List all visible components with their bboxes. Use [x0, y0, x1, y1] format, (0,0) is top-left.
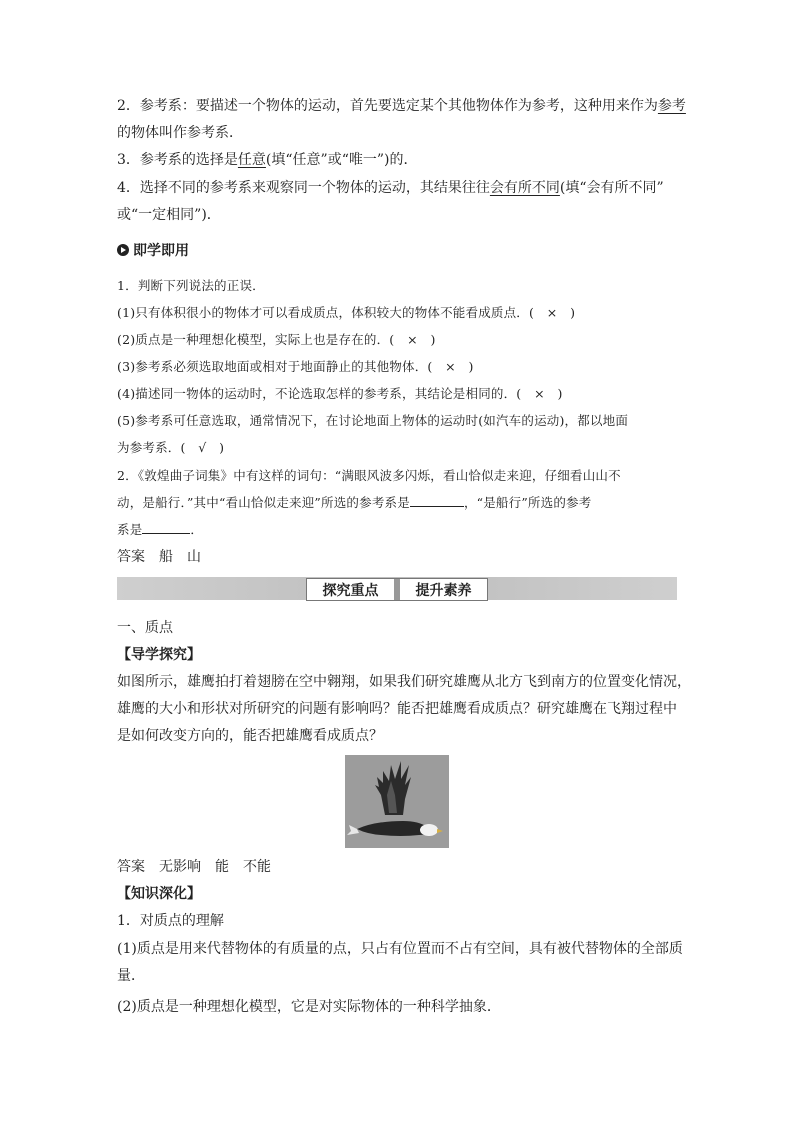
statement-5-line-1: (5)参考系可任意选取，通常情况下，在讨论地面上物体的运动时(如汽车的运动)，都以地面	[117, 413, 629, 428]
question-2-line-3: 系是 ．	[117, 522, 204, 537]
statement-2: (2)质点是一种理想化模型，实际上也是存在的．( × )	[117, 332, 436, 347]
eagle-image	[345, 755, 449, 848]
knowledge-item-1: 1．对质点的理解	[117, 913, 224, 929]
statement-5-line-2: 为参考系．( √ )	[117, 440, 225, 455]
item-2-line-1: 2．参考系：要描述一个物体的运动，首先要选定某个其他物体作为参考，这种用来作为参考	[117, 98, 686, 114]
knowledge-item-1a-line-2: 量．	[117, 968, 145, 984]
question-2-line-1: 2．《敦煌曲子词集》中有这样的词句：“满眼风波多闪烁，看山恰似走来迎，仔细看山山不	[117, 468, 621, 483]
guide-paragraph-line-3: 是如何改变方向的，能否把雄鹰看成质点？	[117, 728, 383, 744]
answer-underlined: 任意	[237, 152, 266, 168]
statement-3: (3)参考系必须选取地面或相对于地面静止的其他物体．( × )	[117, 359, 474, 374]
statement-4: (4)描述同一物体的运动时，不论选取怎样的参考系，其结论是相同的．( × )	[117, 386, 563, 401]
practice-header: 即学即用	[117, 242, 189, 260]
question-2-line-2: 动，是船行．”其中“看山恰似走来迎”所选的参考系是 ，“是船行”所选的参考	[117, 495, 592, 510]
knowledge-item-1a-line-1: (1)质点是用来代替物体的有质量的点，只占有位置而不占有空间，具有被代替物体的全部质	[117, 941, 683, 957]
guide-answer: 答案 无影响 能 不能	[117, 859, 271, 875]
item-4-line-1: 4．选择不同的参考系来观察同一个物体的运动，其结果往往会有所不同(填“会有所不同”	[117, 180, 664, 196]
item-3: 3．参考系的选择是任意(填“任意”或“唯一”)的．	[117, 152, 418, 168]
item-2-line-2: 的物体叫作参考系．	[117, 125, 243, 141]
fill-blank	[410, 494, 464, 507]
knowledge-item-1b: (2)质点是一种理想化模型，它是对实际物体的一种科学抽象．	[117, 999, 501, 1015]
fill-blank	[142, 521, 190, 534]
section-banner-title	[306, 578, 488, 601]
question-1: 1．判断下列说法的正误．	[117, 278, 265, 293]
practice-answer: 答案 船 山	[117, 549, 201, 565]
play-bullet-icon	[117, 244, 129, 256]
statement-1: (1)只有体积很小的物体才可以看成质点，体积较大的物体不能看成质点．( × )	[117, 305, 576, 320]
eagle-icon	[345, 755, 449, 848]
guide-paragraph-line-2: 雄鹰的大小和形状对所研究的问题有影响吗？能否把雄鹰看成质点？研究雄鹰在飞翔过程中	[117, 701, 677, 717]
section-title: 一、质点	[117, 620, 173, 636]
guide-paragraph-line-1: 如图所示，雄鹰拍打着翅膀在空中翱翔，如果我们研究雄鹰从北方飞到南方的位置变化情况，	[117, 674, 691, 690]
banner-left-label: 探究重点	[322, 582, 379, 599]
guide-tag: 【导学探究】	[117, 647, 201, 663]
answer-underlined: 会有所不同	[489, 180, 560, 196]
item-4-line-2: 或“一定相同”)．	[117, 207, 221, 223]
deepening-tag: 【知识深化】	[117, 886, 201, 902]
banner-right-label: 提升素养	[415, 582, 472, 599]
answer-underlined: 参考	[657, 98, 686, 114]
